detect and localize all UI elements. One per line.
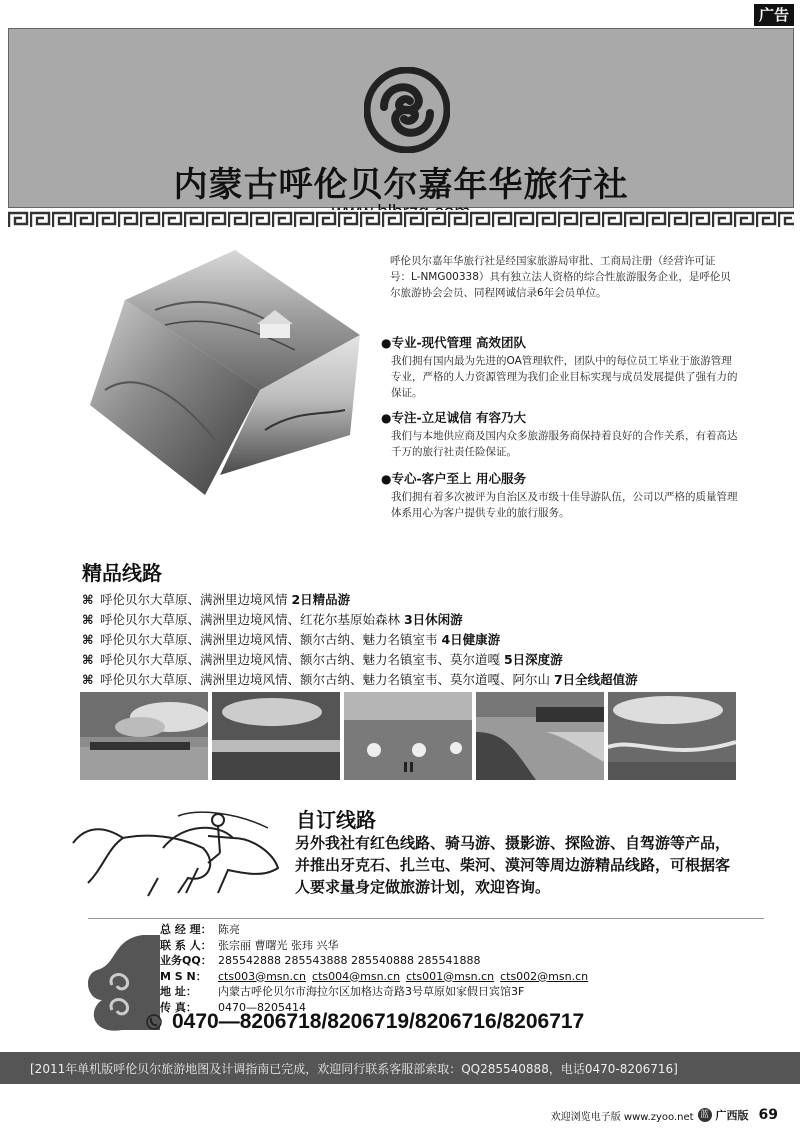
phone-icon (146, 1014, 162, 1030)
custom-routes-text: 另外我社有红色线路、骑马游、摄影游、探险游、自驾游等产品，并推出牙克石、扎兰屯、柴河、漠河等周边游精品线路，可根据客人要求量身定做旅游计划，欢迎咨询。 (295, 834, 731, 896)
company-logo (364, 67, 450, 153)
scenery-photo-strip (80, 692, 735, 780)
feature-dedication (381, 469, 741, 521)
route-item: ⌘ 呼伦贝尔大草原、满洲里边境风情、额尔古纳、魅力名镇室韦、莫尔道嘎、阿尔山 7日全线超值游 (82, 670, 762, 690)
feature-focus (381, 408, 741, 460)
route-duration: 5日深度游 (503, 652, 563, 667)
company-introduction: 呼伦贝尔嘉年华旅行社是经国家旅游局审批、工商局注册（经营许可证号：L-NMG00338）具有独立法人资格的综合性旅游服务企业，是呼伦贝尔旅游协会会员、同程网诚信录6年会员单位。 (390, 255, 731, 299)
company-name: 内蒙古呼伦贝尔嘉年华旅行社 (173, 165, 629, 205)
feature-title: 专业-现代管理 高效团队 (391, 335, 527, 350)
qq-numbers: 285542888 285543888 285540888 285541888 (218, 954, 481, 967)
route-duration: 4日健康游 (441, 632, 501, 647)
ornament-icon: ⌘ (82, 672, 94, 687)
phone-numbers: 0470—8206718/8206719/8206716/8206717 (172, 1010, 585, 1033)
photo-sky-lake (212, 692, 340, 780)
feature-professional (381, 333, 741, 401)
bullet-icon: ● (381, 472, 392, 486)
page-number: 69 (758, 1107, 778, 1123)
contact-row-address: 地 址： 内蒙古呼伦贝尔市海拉尔区加格达奇路3号草原如家假日宾馆3F (160, 985, 525, 998)
photo-river-forest (476, 692, 604, 780)
msn-link[interactable]: cts004@msn.cn (312, 969, 401, 983)
page-footer (551, 1107, 778, 1123)
ornament-icon: ⌘ (82, 592, 94, 607)
route-item: ⌘ 呼伦贝尔大草原、满洲里边境风情、红花尔基原始森林 3日休闲游 (82, 610, 762, 630)
fax-number: 0470—8205414 (218, 1000, 306, 1014)
contact-row-people: 联 系 人： 张宗丽 曹曙光 张玮 兴华 (160, 938, 339, 952)
address: 内蒙古呼伦贝尔市海拉尔区加格达奇路3号草原如家假日宾馆3F (218, 985, 525, 998)
footer-text: 欢迎浏览电子版 www.zyoo.net (550, 1111, 694, 1123)
horse-rider-illustration (68, 808, 288, 898)
msn-link[interactable]: cts002@msn.cn (500, 969, 589, 983)
manager-name: 陈亮 (218, 923, 240, 936)
msn-link[interactable]: cts001@msn.cn (406, 969, 495, 983)
route-item: ⌘ 呼伦贝尔大草原、满洲里边境风情、额尔古纳、魅力名镇室韦、莫尔道嘎 5日深度游 (82, 650, 762, 670)
custom-routes-title: 自订线路 (296, 808, 376, 832)
photo-yurts (344, 692, 472, 780)
bullet-icon: ● (381, 411, 392, 425)
feature-body: 我们与本地供应商及国内众多旅游服务商保持着良好的合作关系，有着高达千万的旅行社责任险保证。 (391, 430, 738, 458)
ornament-icon: ⌘ (82, 612, 94, 627)
feature-title: 专心-客户至上 用心服务 (391, 471, 527, 486)
route-duration: 7日全线超值游 (553, 672, 638, 687)
feature-title: 专注-立足诚信 有容乃大 (391, 410, 527, 425)
ornament-icon: ⌘ (82, 632, 94, 647)
route-item: ⌘ 呼伦贝尔大草原、满洲里边境风情、额尔古纳、魅力名镇室韦 4日健康游 (82, 630, 762, 650)
contact-row-qq: 业务QQ： 285542888 285543888 285540888 285541888 (160, 954, 481, 967)
route-duration: 2日精品游 (291, 592, 351, 607)
divider (88, 918, 764, 919)
photo-winding-river (608, 692, 736, 780)
contact-row-msn: M S N： cts003@msn.cn cts004@msn.cn cts001@msn.cn cts002@msn.cn (160, 969, 589, 983)
featured-routes-list (82, 590, 762, 690)
contact-row-manager: 总 经 理： 陈亮 (160, 923, 240, 936)
featured-routes-title: 精品线路 (82, 561, 162, 585)
feature-body: 我们拥有着多次被评为自治区及市级十佳导游队伍，公司以严格的质量管理体系用心为客户提供专业的旅行服务。 (391, 491, 738, 519)
contact-row-fax: 传 真： 0470—8205414 (160, 1000, 306, 1014)
feature-body: 我们拥有国内最为先进的OA管理软件，团队中的每位员工毕业于旅游管理专业，严格的人力资源管理为我们企业目标实现与成员发展提供了强有力的保证。 (391, 355, 738, 399)
header-banner (8, 28, 794, 208)
decorative-border (8, 210, 794, 230)
notice-bar (0, 1052, 800, 1084)
photo-horses (80, 692, 208, 780)
landscape-cube-image (85, 240, 365, 500)
bullet-icon: ● (381, 336, 392, 350)
ad-tag: 广告 (754, 4, 794, 26)
ornament-icon: ⌘ (82, 652, 94, 667)
route-item: ⌘ 呼伦贝尔大草原、满洲里边境风情 2日精品游 (82, 590, 762, 610)
edition-label: 广西版 (715, 1109, 749, 1122)
route-duration: 3日休闲游 (403, 612, 463, 627)
notice-text: [2011年单机版呼伦贝尔旅游地图及计调指南已完成，欢迎同行联系客服部索取：QQ285540888，电话0470-8206716] (30, 1062, 678, 1076)
contact-info (160, 922, 594, 1015)
contact-names: 张宗丽 曹曙光 张玮 兴华 (218, 938, 339, 952)
edition-seal-icon: 蓝 (698, 1108, 712, 1122)
msn-link[interactable]: cts003@msn.cn (218, 969, 307, 983)
